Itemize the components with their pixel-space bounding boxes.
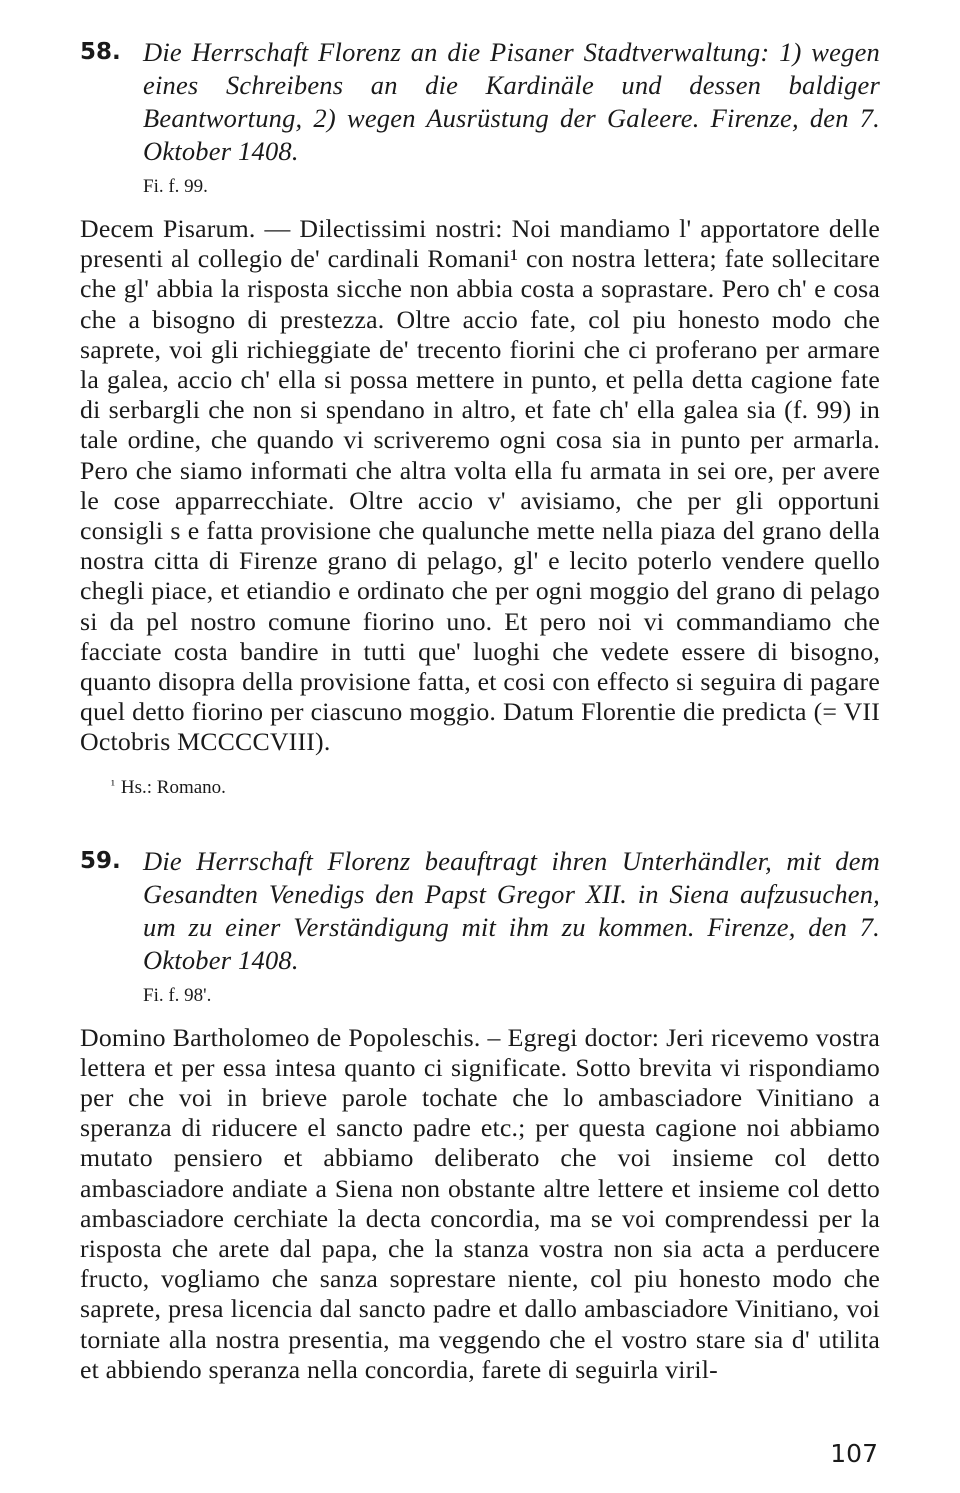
source-reference: Fi. f. 99. — [143, 176, 208, 197]
entry-regest: Die Herrschaft Florenz beauftragt ihren Unterhändler, mit dem Gesandten Venedigs den Papst Gregor XII. in Siena aufzusuchen, um zu einer Verständigung mit ihm zu kommen. Firenze, den 7. Oktober 1408. — [143, 845, 880, 975]
entry-number: 58. — [80, 39, 121, 65]
document-entry-58 — [80, 36, 880, 801]
letter-body — [80, 214, 880, 758]
entry-header — [80, 36, 880, 202]
entry-regest: Die Herrschaft Florenz an die Pisaner Stadtverwaltung: 1) wegen eines Schreibens an die Kardinäle und dessen baldiger Beantwortung, 2) wegen Ausrüstung der Galeere. Firenze, den 7. Oktober 1408. — [143, 37, 880, 166]
book-page — [80, 36, 880, 1466]
footnote-text: Hs.: Romano. — [120, 776, 226, 798]
entry-header — [80, 845, 880, 1011]
footnote-mark: ¹ — [111, 776, 115, 792]
source-reference: Fi. f. 98'. — [143, 984, 212, 1006]
document-entry-59 — [80, 845, 880, 1385]
letter-body — [80, 1023, 880, 1385]
footnote — [80, 772, 880, 801]
page-number: 107 — [830, 1439, 878, 1468]
entry-number: 59. — [80, 847, 121, 874]
letter-text: Decem Pisarum. — Dilectissimi nostri: Noi mandiamo l' apportatore delle presenti al collegio de' cardinali Romani¹ con nostra lettera; fate sollecitare che gl' abbia la risposta sicche non abbia costa a soprastare. Pero ch' e cosa che a bisogno di prestezza. Oltre accio fate, col piu honesto modo che saprete, voi gli richieggiate de' trecento fiorini che ci proferano per armare la galea, accio ch' ella si possa mettere in punto, et pella detta cagione fate di serbargli che non si spendano in altro, et fate ch' ella galea sia (f. 99) in tale ordine, che quando vi scriveremo ogni cosa sia in punto per armarla. Pero che siamo informati che altra volta ella fu armata in sei ore, per avere le cose apparrecchiate. Oltre accio v' avisiamo, che per gli opportuni consigli s e fatta provisione che qualunche mette nella piaza del grano della nostra citta di Firenze grano di pelago, gl' e lecito poterlo vendere quello chegli piace, et etiandio e ordinato che per ogni moggio del grano di pelago si da pel nostro comune fiorino uno. Et pero noi vi commandiamo che facciate costa bandire in tutti que' luoghi che vedete essere di bisogno, quanto disopra della provisione fatta, et cosi con effecto si seguira di pagare quel detto fiorino per ciascuno moggio. Datum Florentie die predicta (= VII Octobris MCCCCVIII). — [80, 214, 880, 757]
letter-text: Domino Bartholomeo de Popoleschis. – Egregi doctor: Jeri ricevemo vostra lettera et per essa intesa quanto ci significate. Sotto brevita vi rispondiamo per che voi in brieve parole tochate che lo ambasciadore Vinitiano a speranza di riducere el sancto padre etc.; per questa cagione noi abbiamo mutato pensiero et abbiamo deliberato che voi insieme col detto ambasciadore andiate a Siena non obstante altre lettere et insieme col detto ambasciadore cerchiate la decta concordia, ma se voi comprendessi per la risposta che arete dal papa, che la stanza vostra non sia acta a perducere fructo, vogliamo che sanza soprestare niente, col piu honesto modo che saprete, presa licencia dal sancto padre et dallo ambasciadore Vinitiano, voi torniate alla nostra presentia, ma veggendo che el vostro stare sia d' utilita et abbiendo speranza nella concordia, farete di seguirla viril- — [80, 1022, 880, 1384]
